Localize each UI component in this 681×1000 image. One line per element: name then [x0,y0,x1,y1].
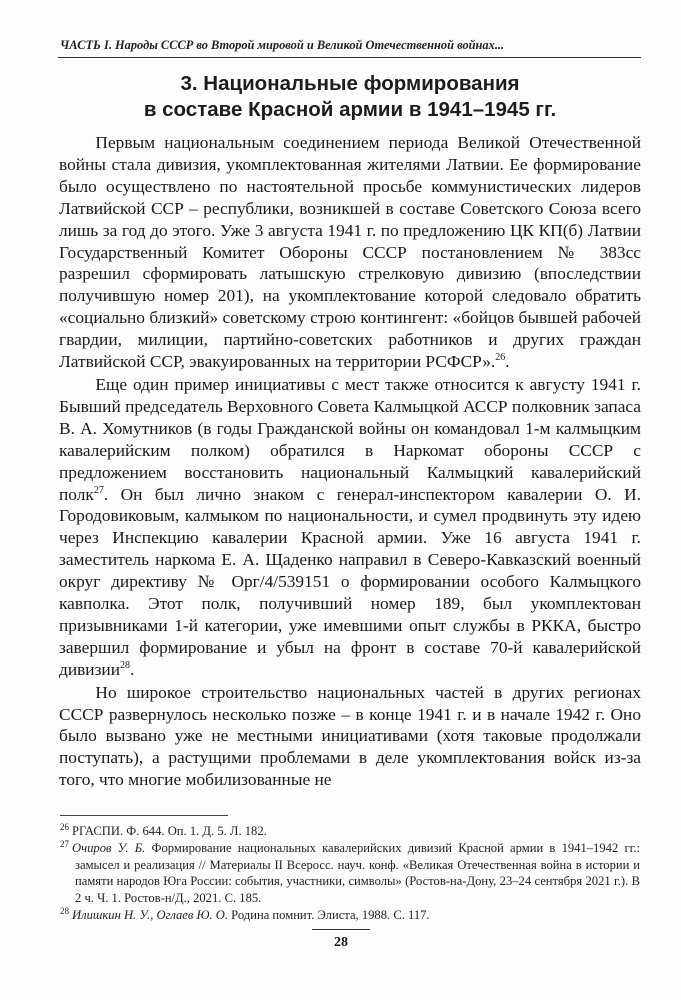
header-rule [58,57,641,58]
running-header: ЧАСТЬ I. Народы СССР во Второй мировой и Великой Отечественной войнах... [60,38,505,52]
footnote [60,840,640,907]
footnote-ref-28: 28 [120,659,130,671]
paragraph-1: Первым национальным соединением периода Великой Отечественной войны стала дивизия, укомплектованная жителями Латвии. Ее формирование было осуществлено по настоятельной просьбе коммунистических лидеров Латвийской ССР – республики, возникшей в составе Советского Союза всего лишь за год до этого. Уже 3 августа 1941 г. по предложению ЦК КП(б) Латвии Государственный Комитет Обороны СССР постановлением № 383сс разрешил сформировать латышскую стрелковую дивизию (впоследствии получившую номер 201), на укомплектование которой следовало обратить «социально близкий» советскому строю контингент: «бойцов бывшей рабочей гвардии, милиции, партийно-советских работников и других граждан Латвийской ССР, эвакуированных на территории РСФСР».$^{26}$. [59,133,641,372]
paragraph-2 [59,374,641,681]
footnote-text: Формирование национальных кавалерийских дивизий Красной армии в 1941–1942 гг.: замысел и реализация // Материалы II Всеросс. науч. конф. «Великая Отечественная война в истории и памяти народов Юга России: события, участники, символы» (Ростов-на-Дону, 23–24 сентября 2021 г.). В 2 ч. Ч. 1. Ростов-н/Д., 2021. С. 185. [75,840,641,906]
footnote [60,907,640,924]
footnote-author: Илишкин Н. У., Оглаев Ю. О. [72,907,229,922]
paragraph-3: Но широкое строительство национальных частей в других регионах СССР развернулось несколько позже – в конце 1941 г. и в начале 1942 г. Оно было вызвано уже не местными инициативами (хотя таковые продолжали поступать), а растущими проблемами в деле укомплектования войск из-за того, что многие мобилизованные не [59,682,641,790]
section-title-line-2: в составе Красной армии в 1941–1945 гг. [143,98,557,121]
paragraph-2-text-b: . Он был лично знаком с генерал-инспектором кавалерии О. И. Городовиковым, калмыком по национальности, и сумел продвинуть эту идею через Инспекцию кавалерии Красной армии. Уже 16 августа 1941 г. заместитель наркома Е. А. Щаденко направил в Северо-Кавказский военный округ директиву № Орг/4/539151 о формировании особого Калмыцкого кавполка. Этот полк, получивший номер 189, был укомплектован призывниками 1-й категории, уже имевшими опыт службы в РККА, быстро завершил формирование и убыл на фронт в составе 70-й кавалерийской дивизии [59,484,641,679]
footnote-number: 26 [60,821,69,832]
main-text [59,132,641,791]
footnote-author: Очиров У. Б. [72,840,146,855]
footnote-rule [60,815,228,816]
footnotes [60,823,640,924]
page-number: 28 [334,935,348,950]
paragraph-2-text-a: Еще один пример инициативы с мест также относится к августу 1941 г. Бывший председатель Верховного Совета Калмыцкой АССР полковник запаса В. А. Хомутников (в годы Гражданской войны он командовал 1-м калмыцким кавалерийским полком) обратился в Наркомат обороны СССР с предложением восстановить национальный Калмыцкий кавалерийский полк [59,374,641,504]
footnote-text: Родина помнит. Элиста, 1988. С. 117. [228,907,430,922]
footnote-ref-27: 27 [93,484,104,496]
footnote [60,823,640,840]
footnote-text: РГАСПИ. Ф. 644. Оп. 1. Д. 5. Л. 182. [72,824,267,838]
section-title-line-1: 3. Национальные формирования [180,72,520,95]
footnote-number: 27 [60,838,69,849]
paragraph-1-text: Первым национальным соединением периода Великой Отечественной войны стала дивизия, укомплектованная жителями Латвии. Ее формирование было осуществлено по настоятельной просьбе коммунистических лидеров Латвийской ССР – республики, возникшей в составе Советского Союза всего лишь за год до этого. Уже 3 августа 1941 г. по предложению ЦК КП(б) Латвии Государственный Комитет Обороны СССР постановлением № 383сс разрешил сформировать латышскую стрелковую дивизию (впоследствии получившую номер 201), на укомплектование которой следовало обратить «социально близкий» советскому строю контингент: «бойцов бывшей рабочей гвардии, милиции, партийно-советских работников и других граждан Латвийской ССР, эвакуированных на территории РСФСР». [59,133,641,372]
section-title [60,71,640,123]
footnote-number: 28 [60,905,69,916]
page-number-rule [312,929,370,930]
paragraph-2-text-c: . [130,659,135,679]
footnote-ref-26: 26 [495,352,506,364]
